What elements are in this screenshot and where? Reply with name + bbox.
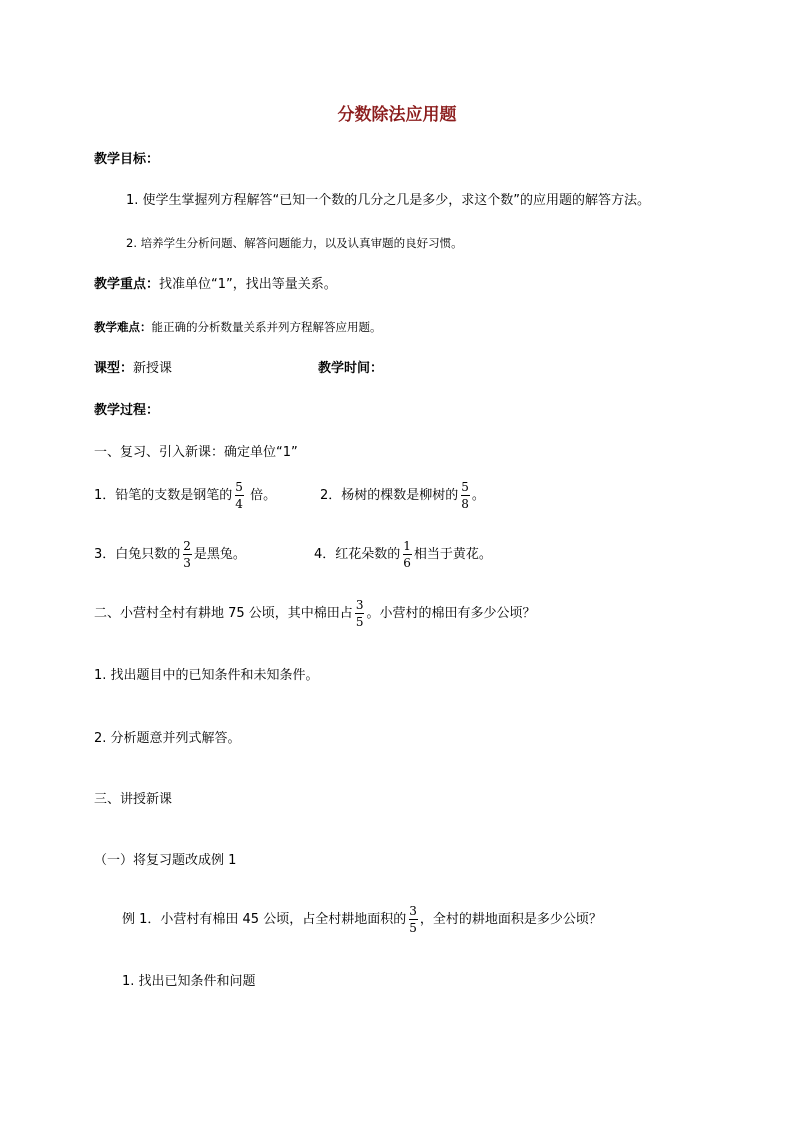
fraction-denominator: 4 — [235, 497, 243, 511]
fraction-numerator: 3 — [409, 904, 417, 918]
section-2-item-2: 2. 分析题意并列式解答。 — [94, 731, 241, 746]
section-2-question — [94, 596, 535, 632]
subsection-1-heading: （一）将复习题改成例 1 — [94, 853, 237, 868]
example-item-1: 1. 找出已知条件和问题 — [122, 974, 256, 989]
fraction-bar — [183, 554, 192, 555]
difficult-label: 教学难点： — [94, 320, 152, 334]
fraction-denominator: 5 — [355, 615, 364, 629]
q4-suffix: 相当于黄花。 — [413, 547, 492, 562]
type-text: 新授课 — [133, 361, 173, 376]
fraction-numerator: 5 — [235, 480, 243, 494]
goal-label: 教学目标： — [94, 152, 160, 167]
fraction — [408, 904, 418, 935]
fraction-denominator: 8 — [461, 497, 469, 511]
q3-text: 3．白兔只数的 — [94, 547, 181, 562]
key-text: 找准单位“1”，找出等量关系。 — [159, 277, 337, 292]
q4-text: 4．红花朵数的 — [314, 547, 401, 562]
fraction-denominator: 5 — [409, 921, 417, 935]
example-suffix: ，全村的耕地面积是多少公顷？ — [419, 912, 602, 927]
goal-item-2: 2. 培养学生分析问题、解答问题能力，以及认真审题的良好习惯。 — [126, 236, 463, 250]
fraction — [182, 539, 192, 570]
difficult-text: 能正确的分析数量关系并列方程解答应用题。 — [151, 320, 382, 334]
example-text: 例 1．小营村有棉田 45 公顷，占全村耕地面积的 — [122, 912, 407, 927]
fraction-bar — [409, 919, 418, 920]
process-label: 教学过程： — [94, 403, 160, 418]
goal-item-1: 1. 使学生掌握列方程解答“已知一个数的几分之几是多少，求这个数”的应用题的解答方法。 — [126, 193, 651, 208]
fraction — [234, 480, 244, 511]
fraction — [355, 598, 365, 629]
fraction-numerator: 3 — [355, 598, 364, 612]
fraction-denominator: 3 — [183, 556, 191, 570]
fraction-bar — [235, 495, 244, 496]
lesson-type — [94, 360, 172, 378]
section-1-heading: 一、复习、引入新课：确定单位“1” — [94, 445, 298, 460]
section-2-item-1: 1. 找出题目中的已知条件和未知条件。 — [94, 668, 319, 683]
key-label: 教学重点： — [94, 277, 160, 292]
review-question-2 — [320, 478, 485, 514]
section-2-suffix: 。小营村的棉田有多少公顷？ — [366, 606, 536, 621]
q1-text: 1．铅笔的支数是钢笔的 — [94, 488, 233, 503]
page-title: 分数除法应用题 — [337, 105, 457, 125]
time-label: 教学时间： — [318, 361, 384, 376]
difficult-point — [94, 318, 382, 336]
fraction — [402, 539, 412, 570]
review-question-1 — [94, 478, 276, 514]
q1-suffix: 倍。 — [250, 488, 277, 503]
review-question-3 — [94, 537, 246, 573]
fraction-bar — [403, 554, 412, 555]
fraction-numerator: 1 — [403, 539, 411, 553]
section-3-heading: 三、讲授新课 — [94, 792, 173, 807]
fraction-numerator: 5 — [461, 480, 469, 494]
fraction-bar — [461, 495, 470, 496]
type-label: 课型： — [94, 361, 134, 376]
fraction-denominator: 6 — [403, 556, 411, 570]
q2-text: 2．杨树的棵数是柳树的 — [320, 488, 459, 503]
q3-suffix: 是黑兔。 — [193, 547, 246, 562]
q2-suffix: 。 — [471, 488, 485, 503]
fraction-bar — [355, 613, 364, 614]
key-point — [94, 276, 337, 294]
section-2-text: 二、小营村全村有耕地 75 公顷，其中棉田占 — [94, 606, 353, 621]
review-question-4 — [314, 537, 492, 573]
fraction-numerator: 2 — [183, 539, 191, 553]
fraction — [460, 480, 470, 511]
example-1 — [122, 902, 602, 938]
